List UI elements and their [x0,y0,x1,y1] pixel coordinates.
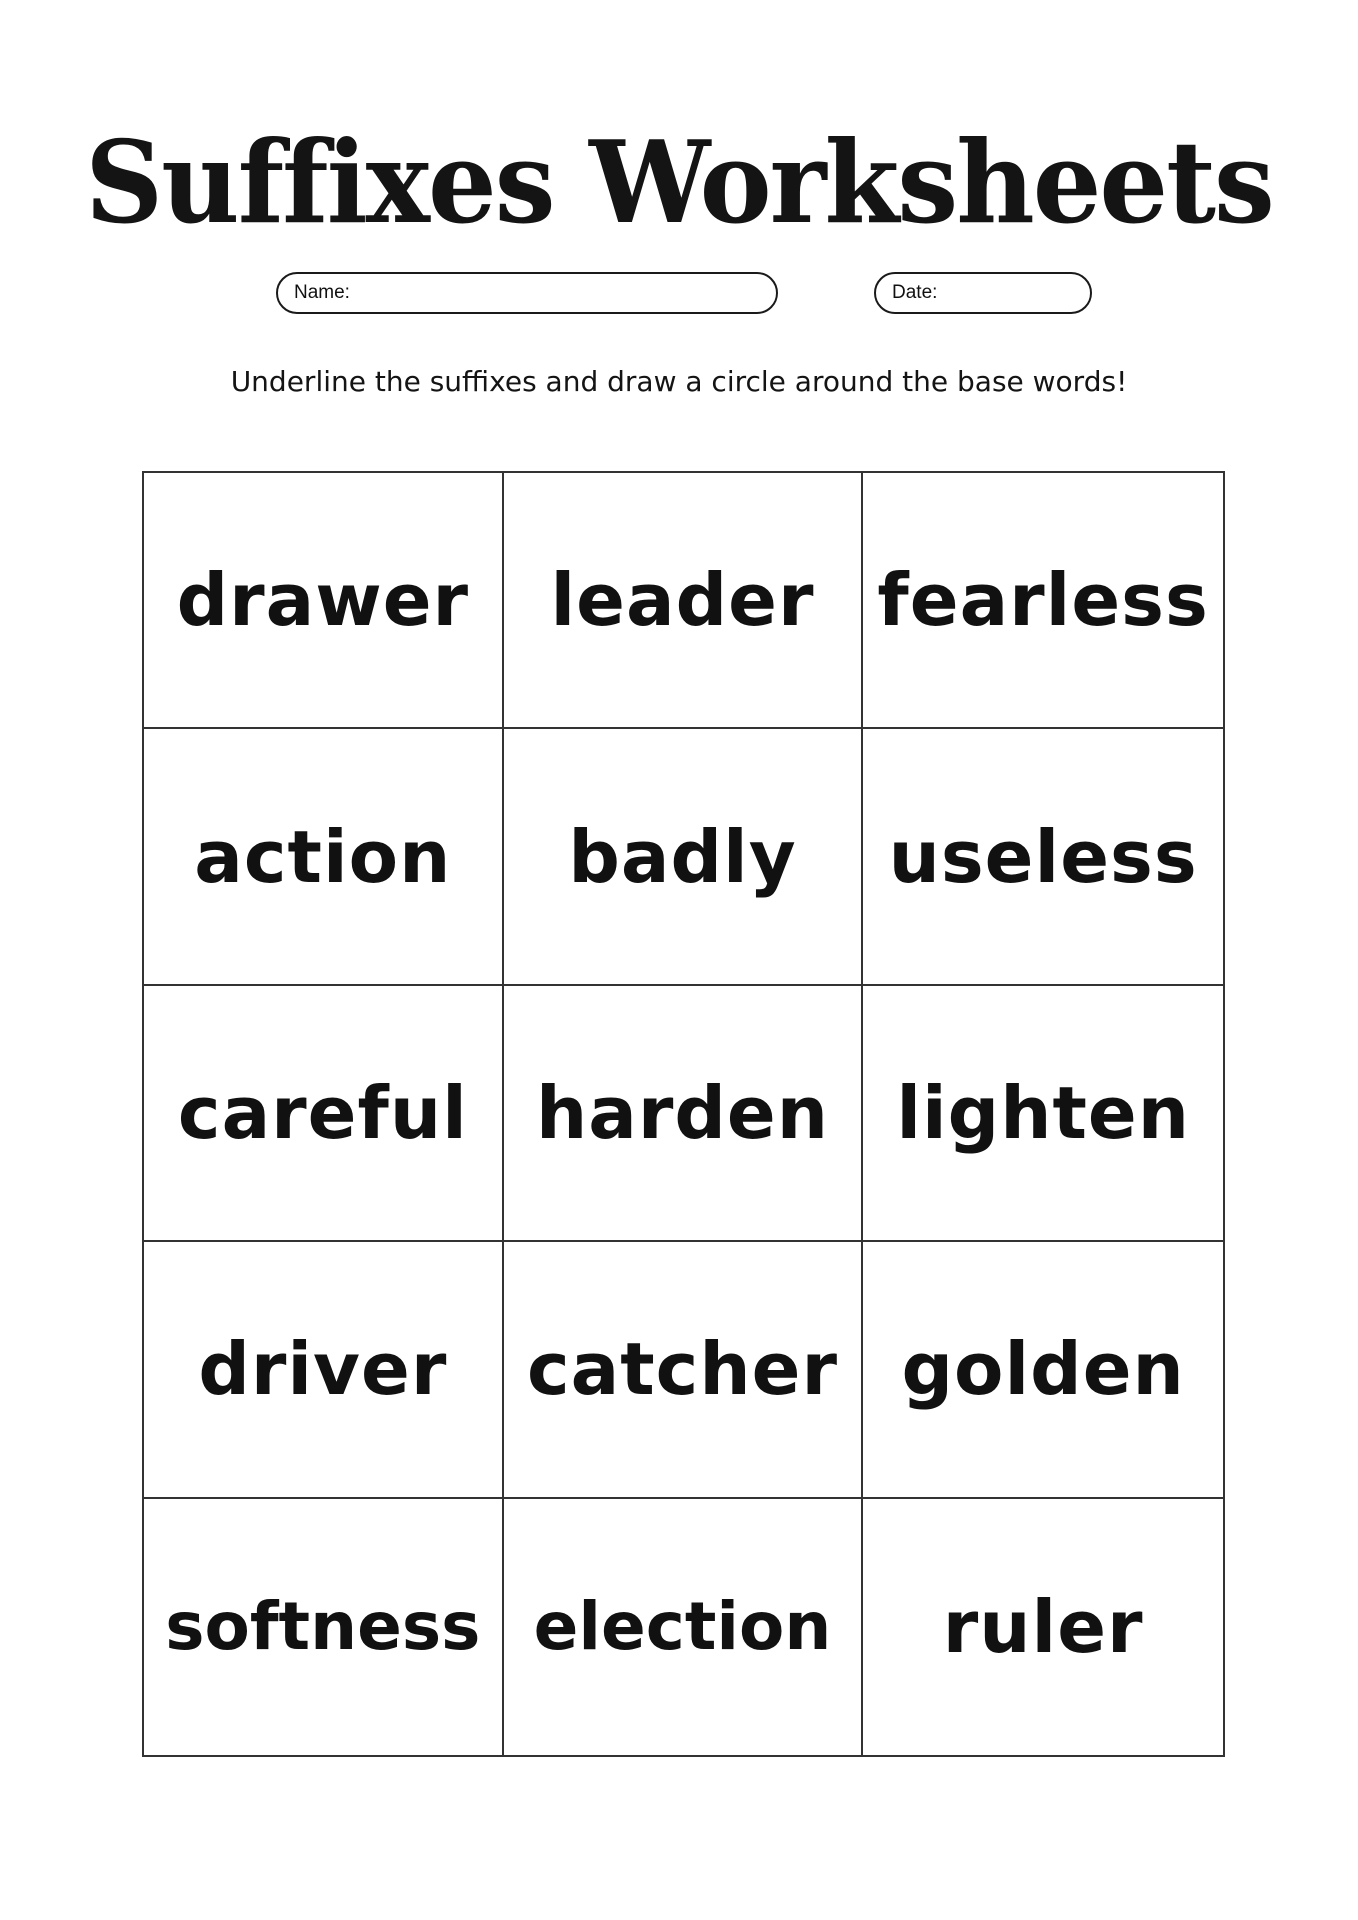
word-cell: badly [504,729,864,985]
word-cell: softness [144,1499,504,1755]
word-cell: catcher [504,1242,864,1498]
word-cell: fearless [863,473,1223,729]
word-grid [142,471,1225,1757]
worksheet-title: Suffixes Worksheets [85,116,1273,250]
word-cell: harden [504,986,864,1242]
word-cell: lighten [863,986,1223,1242]
name-field[interactable] [276,272,778,314]
word-cell: driver [144,1242,504,1498]
word-cell: useless [863,729,1223,985]
date-field[interactable] [874,272,1092,314]
word-cell: golden [863,1242,1223,1498]
word-cell: ruler [942,1584,1144,1669]
word-cell: drawer [144,473,504,729]
word-cell: election [504,1499,864,1755]
date-label: Date: [892,282,938,303]
word-cell: leader [504,473,864,729]
word-cell: careful [144,986,504,1242]
name-label: Name: [294,282,350,303]
word-cell: action [144,729,504,985]
instruction-text: Underline the suffixes and draw a circle around the base words! [230,365,1128,398]
